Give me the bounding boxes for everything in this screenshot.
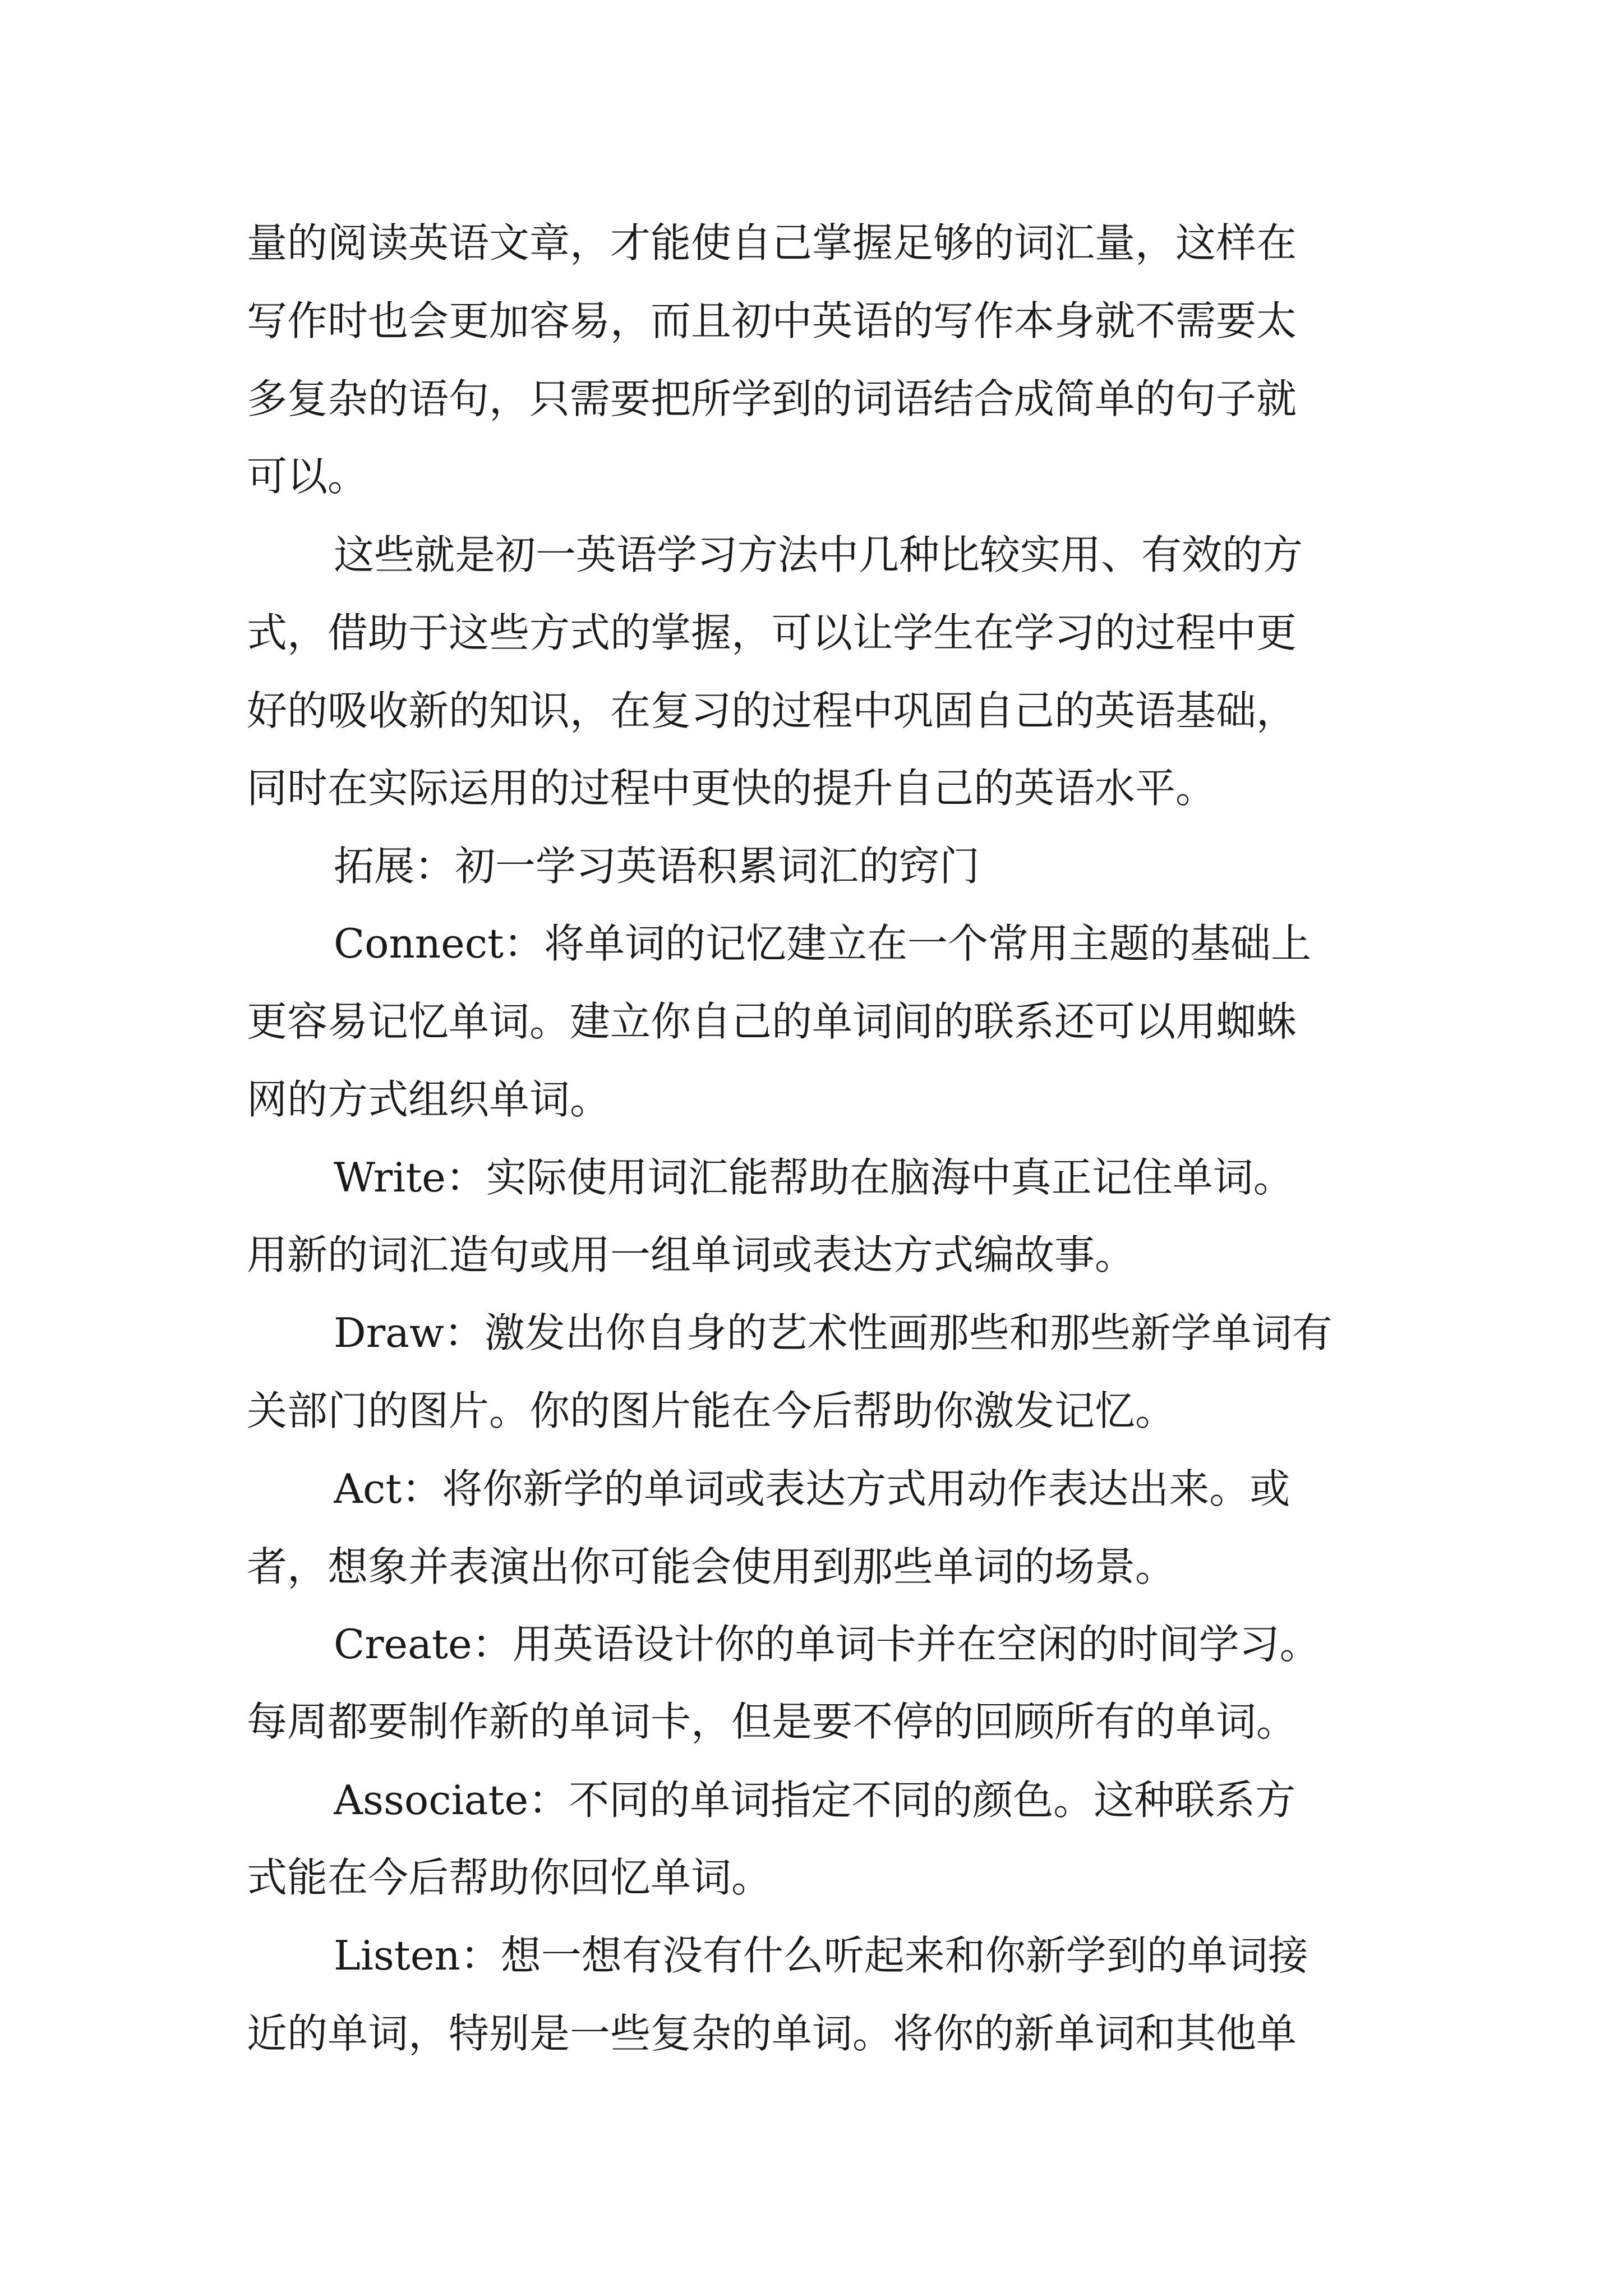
text-line: 好的吸收新的知识，在复习的过程中巩固自己的英语基础，	[247, 687, 1297, 734]
text-line: 写作时也会更加容易，而且初中英语的写作本身就不需要太	[247, 297, 1297, 344]
text-line: 量的阅读英语文章，才能使自己掌握足够的词汇量，这样在	[247, 219, 1297, 266]
text-line: Draw：激发出你自身的艺术性画那些和那些新学单词有	[334, 1309, 1332, 1356]
text-line: Act：将你新学的单词或表达方式用动作表达出来。或	[334, 1465, 1290, 1512]
text-line: Listen：想一想有没有什么听起来和你新学到的单词接	[334, 1932, 1308, 1979]
text-line: Connect：将单词的记忆建立在一个常用主题的基础上	[334, 920, 1312, 967]
text-line: 网的方式组织单词。	[247, 1076, 611, 1123]
text-line: 多复杂的语句，只需要把所学到的词语结合成简单的句子就	[247, 375, 1297, 422]
text-line: 式能在今后帮助你回忆单词。	[247, 1854, 772, 1901]
text-line: 用新的词汇造句或用一组单词或表达方式编故事。	[247, 1231, 1136, 1278]
text-line: 每周都要制作新的单词卡，但是要不停的回顾所有的单词。	[247, 1698, 1297, 1745]
section-heading: 拓展：初一学习英语积累词汇的窍门	[334, 843, 980, 890]
text-line: 可以。	[247, 453, 368, 500]
text-line: 式，借助于这些方式的掌握，可以让学生在学习的过程中更	[247, 609, 1297, 656]
text-line: Write：实际使用词汇能帮助在脑海中真正记住单词。	[334, 1154, 1294, 1201]
text-line: 同时在实际运用的过程中更快的提升自己的英语水平。	[247, 765, 1216, 812]
text-line: 这些就是初一英语学习方法中几种比较实用、有效的方	[334, 531, 1303, 578]
text-line: 者，想象并表演出你可能会使用到那些单词的场景。	[247, 1543, 1176, 1590]
text-line: 关部门的图片。你的图片能在今后帮助你激发记忆。	[247, 1387, 1176, 1434]
text-line: 近的单词，特别是一些复杂的单词。将你的新单词和其他单	[247, 2010, 1297, 2057]
text-line: Associate：不同的单词指定不同的颜色。这种联系方	[334, 1777, 1296, 1824]
text-line: 更容易记忆单词。建立你自己的单词间的联系还可以用蜘蛛	[247, 998, 1297, 1045]
text-line: Create：用英语设计你的单词卡并在空闲的时间学习。	[334, 1621, 1320, 1668]
